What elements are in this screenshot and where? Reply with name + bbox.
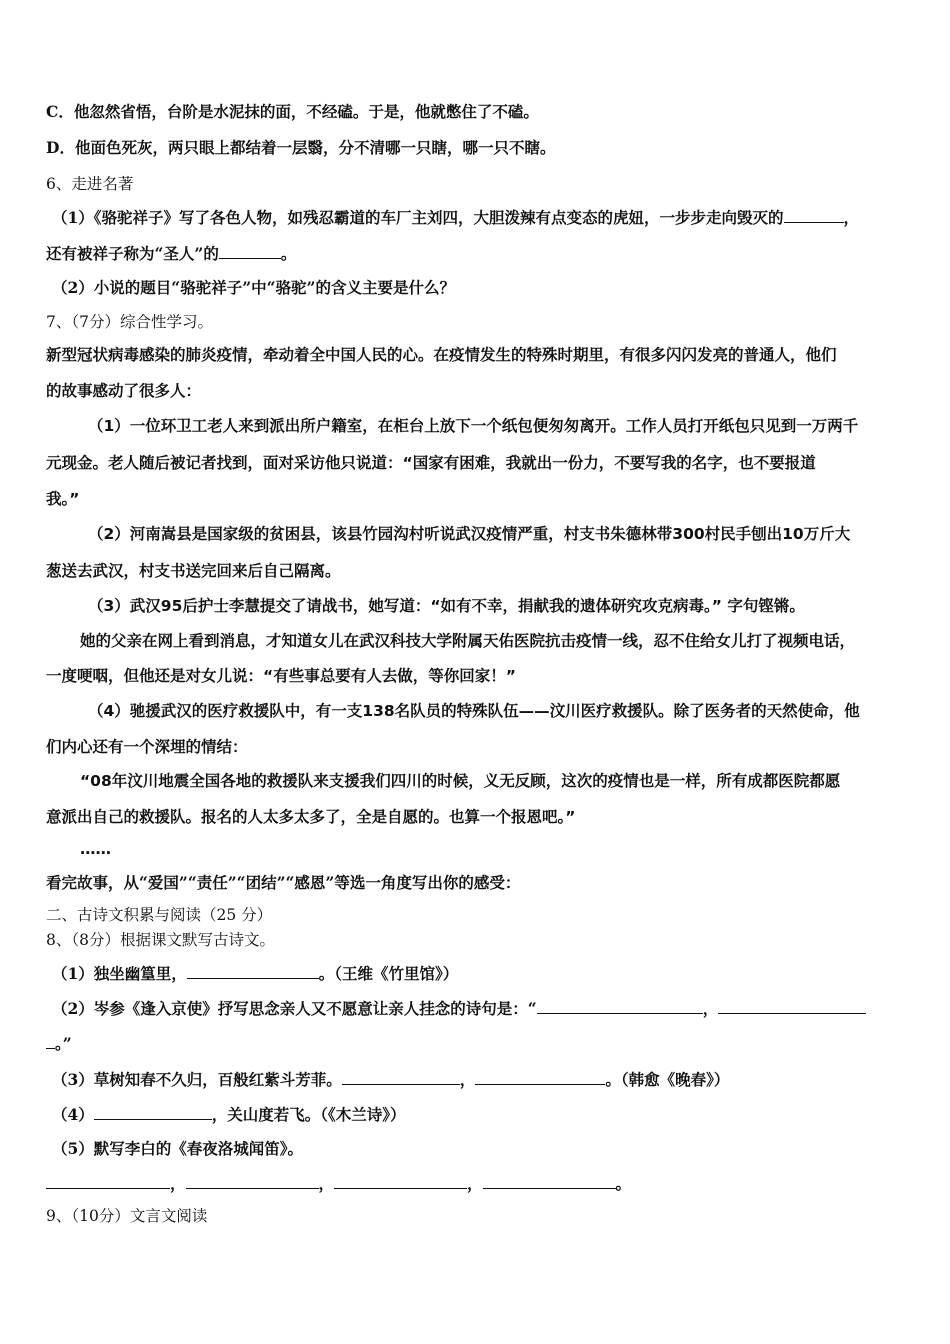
question-8-5: （5）默写李白的《春夜洛城闻笛》。 <box>52 1139 304 1158</box>
q6-1b-punct: 。 <box>280 244 297 263</box>
question-8-2-line1 <box>52 997 910 1020</box>
story-4-line1: （4）驰援武汉的医疗救援队中，有一支138名队员的特殊队伍——汶川医疗救援队。除了医务者的天然使命，他 <box>88 702 860 720</box>
story-2-line2: 葱送去武汉，村支书送完回来后自己隔离。 <box>46 562 341 580</box>
answer-blank[interactable] <box>784 206 844 223</box>
question-8-title: 8、（8分）根据课文默写古诗文。 <box>46 931 275 949</box>
question-8-4 <box>52 1103 910 1126</box>
q6-1b-text: 还有被祥子称为“圣人”的 <box>46 244 219 263</box>
q8-3-text: （3）草树知春不久归，百般红紫斗芳菲。 <box>52 1070 342 1089</box>
answer-blank[interactable] <box>718 997 866 1014</box>
question-6-2: （2）小说的题目“骆驼祥子”中“骆驼”的含义主要是什么？ <box>52 278 455 297</box>
story-3-line2: 她的父亲在网上看到消息，才知道女儿在武汉科技大学附属天佑医院抗击疫情一线，忍不住给女儿打了视频电话， <box>80 632 856 650</box>
q8-2-end: 。” <box>55 1034 72 1053</box>
question-9-title: 9、（10分）文言文阅读 <box>46 1207 208 1225</box>
question-6-title: 6、走进名著 <box>46 175 134 193</box>
q8-5-sep: ， <box>170 1174 186 1193</box>
answer-blank[interactable] <box>537 997 703 1014</box>
answer-blank[interactable] <box>186 1172 319 1189</box>
answer-blank[interactable] <box>483 1172 616 1189</box>
story-4-line2: 们内心还有一个深埋的情结： <box>46 738 248 756</box>
question-7-intro-2: 的故事感动了很多人： <box>46 381 202 400</box>
story-1-line1: （1）一位环卫工老人来到派出所户籍室，在柜台上放下一个纸包便匆匆离开。工作人员打开纸包只见到一万两千 <box>88 417 859 435</box>
question-8-5-blanks <box>46 1172 910 1195</box>
question-8-1 <box>52 962 910 985</box>
q8-5-sep: ， <box>318 1174 335 1193</box>
story-3-line3: 一度哽咽，但他还是对女儿说：“有些事总要有人去做，等你回家！” <box>46 667 516 685</box>
q8-1-text: （1）独坐幽篁里， <box>52 964 187 983</box>
section-2-heading: 二、古诗文积累与阅读（25 分） <box>46 906 273 924</box>
q8-5-sep: ， <box>467 1174 483 1193</box>
q8-4-num: （4） <box>52 1105 94 1124</box>
answer-blank[interactable] <box>187 962 319 979</box>
answer-blank[interactable] <box>46 1032 55 1049</box>
story-1-line2: 元现金。老人随后被记者找到，面对采访他只说道：“国家有困难，我就出一份力，不要写我的名字，也不要报道 <box>46 454 816 472</box>
story-1-line3: 我。” <box>46 490 80 508</box>
question-6-1-line1 <box>52 206 910 229</box>
story-4-quote-line2: 意派出自己的救援队。报名的人太多太多了，全是自愿的。也算一个报恩吧。” <box>46 808 576 826</box>
q8-2-sep: ， <box>702 999 719 1018</box>
question-6-1-line2 <box>46 242 910 265</box>
question-8-3 <box>52 1068 910 1091</box>
question-7-intro-1: 新型冠状病毒感染的肺炎疫情，牵动着全中国人民的心。在疫情发生的特殊时期里，有很多闪闪发亮的普通人，他们 <box>46 345 837 364</box>
question-7-task: 看完故事，从“爱国”“责任”“团结”“感恩”等选一角度写出你的感受： <box>46 873 521 892</box>
answer-blank[interactable] <box>475 1068 605 1085</box>
q8-3-source: 。（韩愈《晚春》） <box>605 1070 730 1089</box>
ellipsis: …… <box>80 840 111 858</box>
q8-1-source: 。（王维《竹里馆》） <box>318 964 459 983</box>
answer-blank[interactable] <box>94 1103 212 1120</box>
story-3-line1: （3）武汉95后护士李慧提交了请战书，她写道：“如有不幸，捐献我的遗体研究攻克病毒。” 字句铿锵。 <box>88 597 805 615</box>
question-7-title: 7、（7分）综合性学习。 <box>46 313 213 331</box>
option-c: C．他忽然省悟，台阶是水泥抹的面，不经磕。于是，他就憋住了不磕。 <box>46 102 539 121</box>
q8-3-sep: ， <box>459 1070 476 1089</box>
q6-1-text: （1）《骆驼祥子》写了各色人物，如残忍霸道的车厂主刘四，大胆泼辣有点变态的虎妞，一步步走向毁灭的 <box>52 208 784 227</box>
q8-4-text: ，关山度若飞。（《木兰诗》） <box>211 1105 406 1124</box>
question-8-2-line2 <box>46 1032 910 1055</box>
story-2-line1: （2）河南嵩县是国家级的贫困县，该县竹园沟村听说武汉疫情严重，村支书朱德林带300村民手刨出10万斤大 <box>88 525 851 543</box>
answer-blank[interactable] <box>46 1172 170 1189</box>
q6-1-punct: ， <box>843 208 860 227</box>
story-4-quote-line1: “08年汶川地震全国各地的救援队来支援我们四川的时候，义无反顾，这次的疫情也是一样，所有成都医院都愿 <box>80 772 841 790</box>
q8-5-end: 。 <box>615 1174 632 1193</box>
option-d: D．他面色死灰，两只眼上都结着一层翳，分不清哪一只瞎，哪一只不瞎。 <box>46 138 556 157</box>
answer-blank[interactable] <box>342 1068 460 1085</box>
q8-2-text: （2）岑参《逢入京使》抒写思念亲人又不愿意让亲人挂念的诗句是：“ <box>52 999 537 1018</box>
answer-blank[interactable] <box>219 242 281 259</box>
answer-blank[interactable] <box>334 1172 467 1189</box>
